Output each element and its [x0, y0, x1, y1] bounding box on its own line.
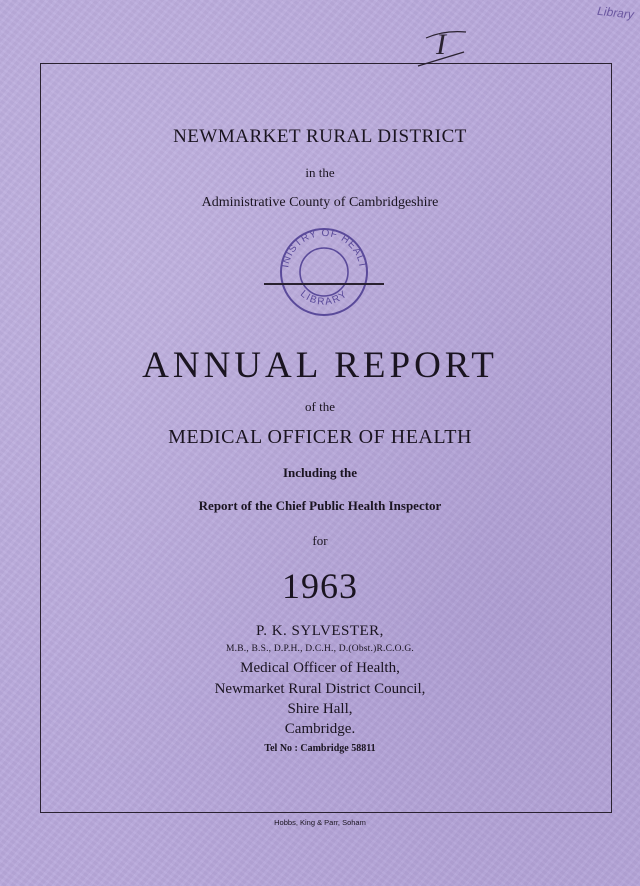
- svg-text:LIBRARY: [298, 288, 350, 307]
- ministry-library-stamp: [262, 226, 386, 321]
- stamp-bottom-text: LIBRARY: [297, 288, 351, 308]
- officer-telephone: Tel No : Cambridge 58811: [264, 743, 376, 754]
- library-corner-label: Library: [596, 3, 635, 22]
- report-subtitle: MEDICAL OFFICER OF HEALTH: [168, 426, 472, 448]
- in-the-text: in the: [305, 165, 335, 180]
- officer-council: Newmarket Rural District Council,: [214, 681, 426, 697]
- report-year: 1963: [282, 566, 358, 606]
- svg-text:MINISTRY OF HEALTH: [262, 226, 368, 270]
- including-text: Including the: [282, 465, 358, 480]
- of-the-text: of the: [305, 399, 335, 414]
- shelf-mark-text: I: [436, 28, 446, 61]
- report-title: ANNUAL REPORT: [142, 345, 498, 386]
- printer-imprint: Hobbs, King & Parr, Soham: [274, 818, 366, 827]
- stamp-top-text: INISTRY OF HEALT: [280, 227, 368, 270]
- officer-address-city: Cambridge.: [284, 721, 356, 737]
- officer-role: Medical Officer of Health,: [240, 660, 400, 676]
- officer-qualifications: M.B., B.S., D.P.H., D.C.H., D.(Obst.)R.C.O.G.: [226, 644, 414, 654]
- county-text: Administrative County of Cambridgeshire: [201, 195, 439, 210]
- district-heading: NEWMARKET RURAL DISTRICT: [173, 126, 467, 147]
- officer-name: P. K. SYLVESTER,: [256, 623, 384, 639]
- officer-address-hall: Shire Hall,: [287, 701, 353, 717]
- inspector-report-text: Report of the Chief Public Health Inspector: [198, 498, 442, 513]
- for-text: for: [312, 533, 328, 548]
